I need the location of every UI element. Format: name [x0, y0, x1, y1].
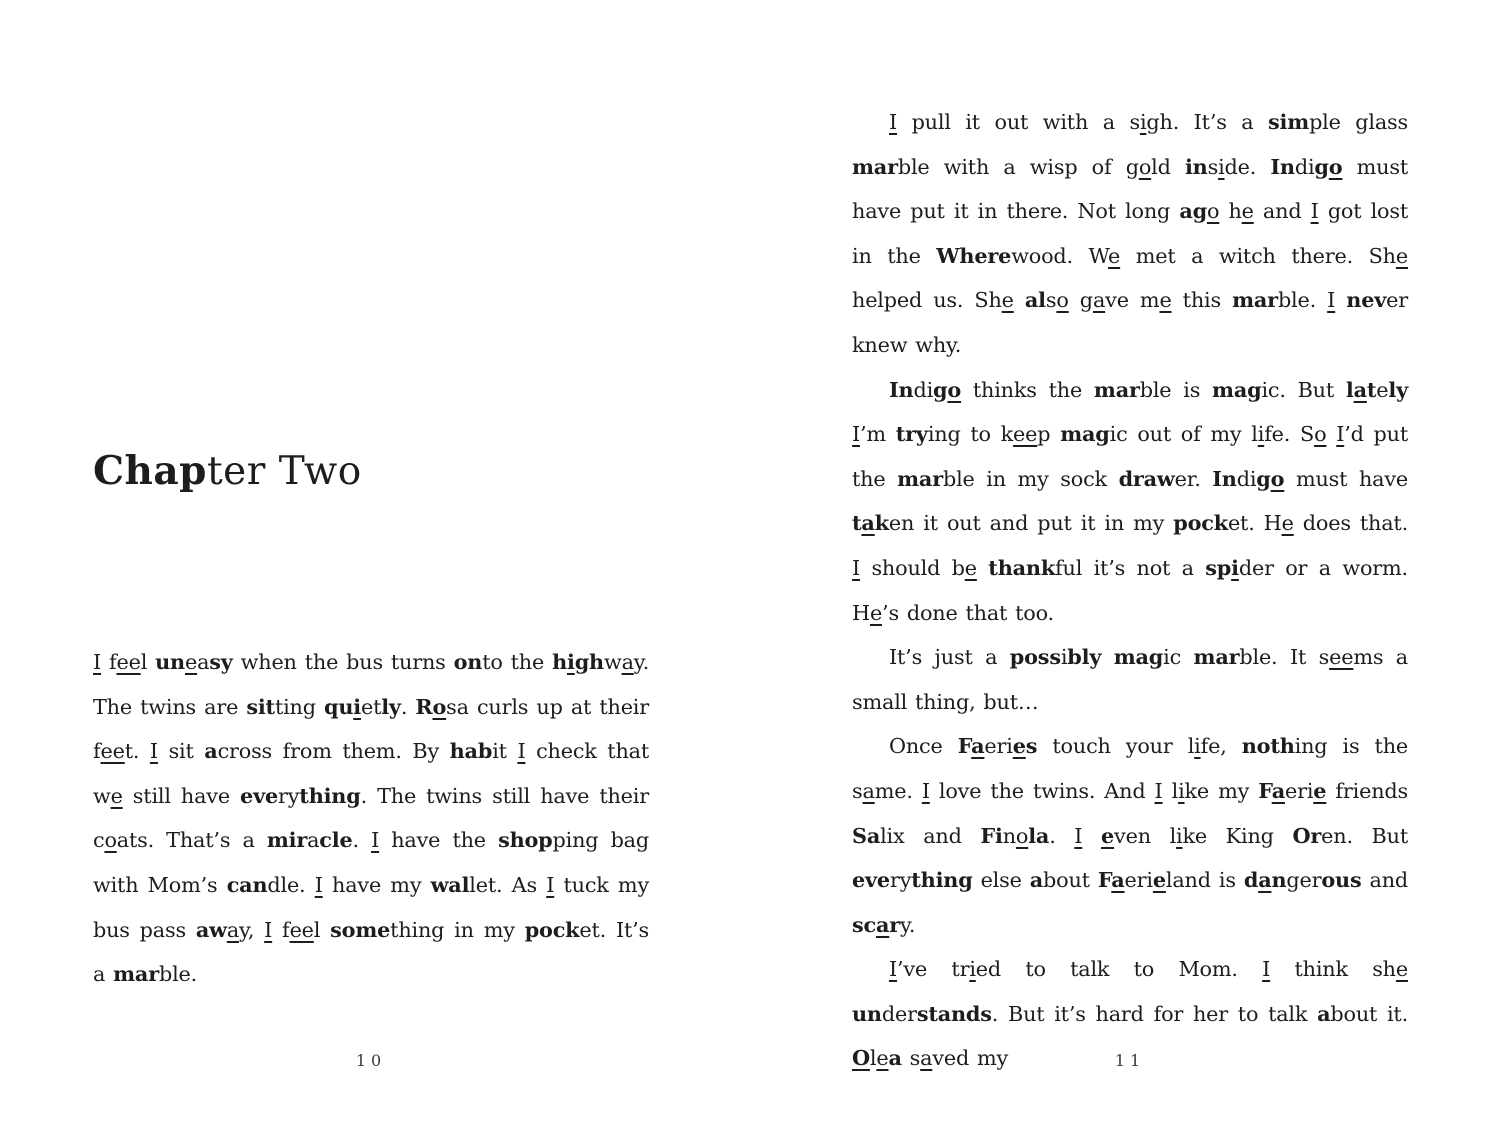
paragraph: It’s just a possibly magic marble. It seems a small thing, but…: [852, 644, 1408, 714]
paragraph: Once Faeries touch your life, nothing is the same. I love the twins. And I like my Faerie friends Salix and Finola. I even like King Oren. But everything else about Faerieland is dangerous and scary.: [852, 733, 1408, 937]
page-number-right: 11: [1114, 1051, 1146, 1070]
paragraph: I pull it out with a sigh. It’s a simple glass marble with a wisp of gold inside. Indigo must have put it in there. Not long ago he and I got lost in the Wherewood. We met a witch there. She helped us. She also gave me this marble. I never knew why.: [852, 109, 1409, 357]
paragraph: Indigo thinks the marble is magic. But lately I’m trying to keep magic out of my life. So I’d put the marble in my sock drawer. Indigo must have taken it out and put it in my pocket. He does that. I should be thankful it’s not a spider or a worm. He’s done that too.: [852, 376, 1409, 625]
right-page-body: [852, 100, 1408, 1081]
chapter-heading: Chapter Two: [93, 448, 362, 494]
paragraph: I’ve tried to talk to Mom. I think she understands. But it’s hard for her to talk about it. Olea saved my: [852, 957, 1409, 1071]
page-number-left: 10: [355, 1051, 387, 1070]
left-page-body: [93, 640, 649, 997]
paragraph: I feel uneasy when the bus turns onto the highway. The twins are sitting quietly. Rosa curls up at their feet. I sit across from them. By habit I check that we still have everything. The twins still have their coats. That’s a miracle. I have the shopping bag with Mom’s candle. I have my wallet. As I tuck my bus pass away, I feel something in my pocket. It’s a marble.: [93, 649, 650, 987]
